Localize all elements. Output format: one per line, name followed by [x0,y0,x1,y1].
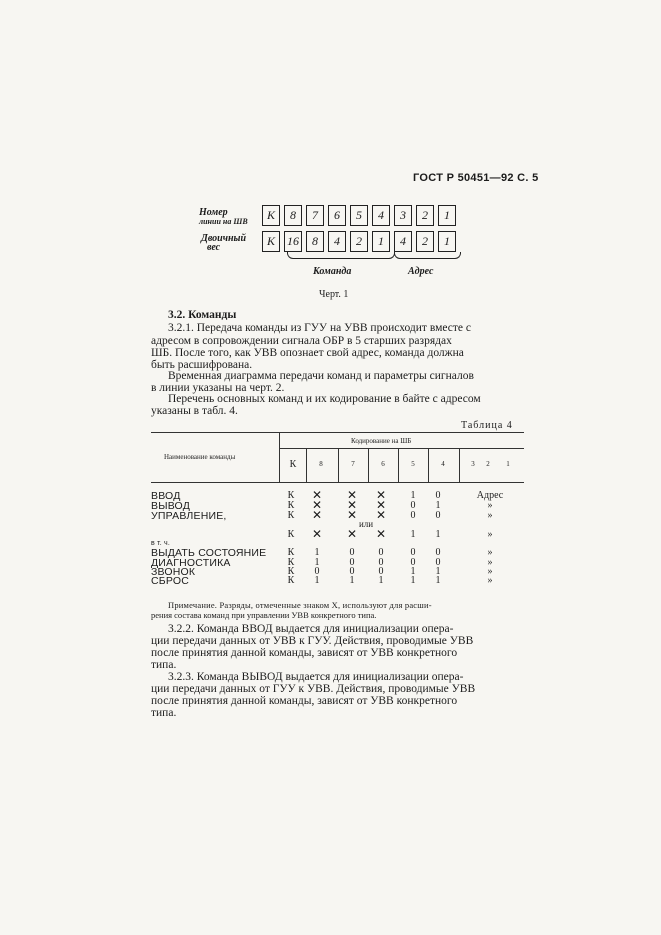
table-cell: ✕ [375,498,387,512]
table-cell: К [287,500,295,511]
row-name: ДИАГНОСТИКА [151,557,231,569]
table-cell: 0 [410,500,416,511]
table-cell: ✕ [311,527,323,541]
figure-cell: 2 [416,205,434,226]
table-cell: 0 [349,557,355,568]
column-header: 7 [351,460,355,468]
brace-command [287,252,395,259]
table-cell: 1 [435,500,441,511]
col-group-header: Кодирование на ШБ [351,437,412,445]
address-cell: » [487,547,493,558]
column-header: 5 [411,460,415,468]
address-cell: » [487,529,493,540]
table-cell: 1 [410,529,416,540]
table-cell: К [287,557,295,568]
table-cell: 1 [314,547,320,558]
table-cell: 1 [435,575,441,586]
table-top-rule [151,432,524,433]
table-vline [338,448,339,482]
table-cell: ✕ [311,488,323,502]
figure-cell: 8 [284,205,302,226]
table-cell: К [287,575,295,586]
figure-cell: 4 [328,231,346,252]
figure-row1-label: Номер линии на ШВ [199,207,248,226]
figure-cell: 8 [306,231,324,252]
table-cell: ✕ [346,488,358,502]
table-cell: 0 [410,547,416,558]
table-cell: ✕ [375,508,387,522]
address-cell: » [487,510,493,521]
table-cell: 0 [435,510,441,521]
table-cell: 0 [410,557,416,568]
table-cell: ✕ [311,498,323,512]
column-header: К [289,459,297,470]
table-cell: 0 [349,566,355,577]
table-cell: 1 [410,575,416,586]
table-vline [279,432,280,482]
figure-row2-label: Двоичный вес [201,233,247,253]
table-cell: 1 [410,490,416,501]
address-cell: » [487,500,493,511]
table-vline [306,448,307,482]
brace-address [394,252,461,259]
address-cell: » [487,566,493,577]
table-vline [459,448,460,482]
figure-cell: 5 [350,205,368,226]
row-name: ВЫВОД [151,500,191,512]
figure-cell: К [262,205,280,226]
table-cell: 0 [410,510,416,521]
column-header: 4 [441,460,445,468]
table-header-rule [151,482,524,483]
figure-cell: 2 [416,231,434,252]
table-group-rule [279,448,524,449]
col-header-name: Наименование команды [164,453,236,461]
table-cell: 0 [349,547,355,558]
brace-command-label: Команда [313,266,352,277]
table-cell: 1 [435,529,441,540]
figure-cell: 3 [394,205,412,226]
figure-cell: 1 [438,231,456,252]
row-name: УПРАВЛЕНИЕ, [151,510,227,522]
address-cell: » [487,575,493,586]
column-header: 1 [506,460,510,468]
table-cell: 1 [349,575,355,586]
row-name: СБРОС [151,575,189,587]
column-header: 2 [486,460,490,468]
figure-cell: 1 [372,231,390,252]
table-cell: К [287,510,295,521]
table-cell: 1 [410,566,416,577]
figure-cell: 16 [284,231,302,252]
table-title: Таблица 4 [461,420,513,431]
brace-address-label: Адрес [408,266,434,277]
table-cell: К [287,529,295,540]
table-cell: ✕ [375,527,387,541]
figure-cell: 7 [306,205,324,226]
table-cell: ✕ [346,527,358,541]
row-name: ВЫДАТЬ СОСТОЯНИЕ [151,547,267,559]
table-vline [428,448,429,482]
table-cell: 1 [435,566,441,577]
table-cell: К [287,566,295,577]
or-label: или [358,519,374,529]
table-vline [368,448,369,482]
table-vline [398,448,399,482]
page-header: ГОСТ Р 50451—92 С. 5 [413,172,539,184]
table-cell: 0 [378,547,384,558]
table-cell: К [287,547,295,558]
address-cell: » [487,557,493,568]
table-cell: ✕ [375,488,387,502]
table-cell: 0 [378,566,384,577]
figure-cell: 4 [394,231,412,252]
column-header: 8 [319,460,323,468]
figure-cell: 6 [328,205,346,226]
row-name: ЗВОНОК [151,566,196,578]
table-cell: 0 [435,557,441,568]
figure-cell: К [262,231,280,252]
figure-cell: 1 [438,205,456,226]
figure-cell: 4 [372,205,390,226]
table-cell: 0 [314,566,320,577]
table-cell: 0 [378,557,384,568]
row-name: ВВОД [151,490,181,502]
table-cell: ✕ [346,498,358,512]
section-heading: 3.2. Команды [168,309,237,321]
column-header: 3 [471,460,475,468]
table-cell: 1 [314,557,320,568]
table-cell: 0 [435,490,441,501]
incl-label: в т. ч. [151,540,170,547]
table-cell: 1 [314,575,320,586]
table-cell: К [287,490,295,501]
table-cell: ✕ [311,508,323,522]
table-cell: 1 [378,575,384,586]
column-header: 6 [381,460,385,468]
address-cell: Адрес [476,490,504,501]
table-cell: 0 [435,547,441,558]
figure-cell: 2 [350,231,368,252]
table-cell: ✕ [346,508,358,522]
figure-caption: Черт. 1 [319,289,349,300]
